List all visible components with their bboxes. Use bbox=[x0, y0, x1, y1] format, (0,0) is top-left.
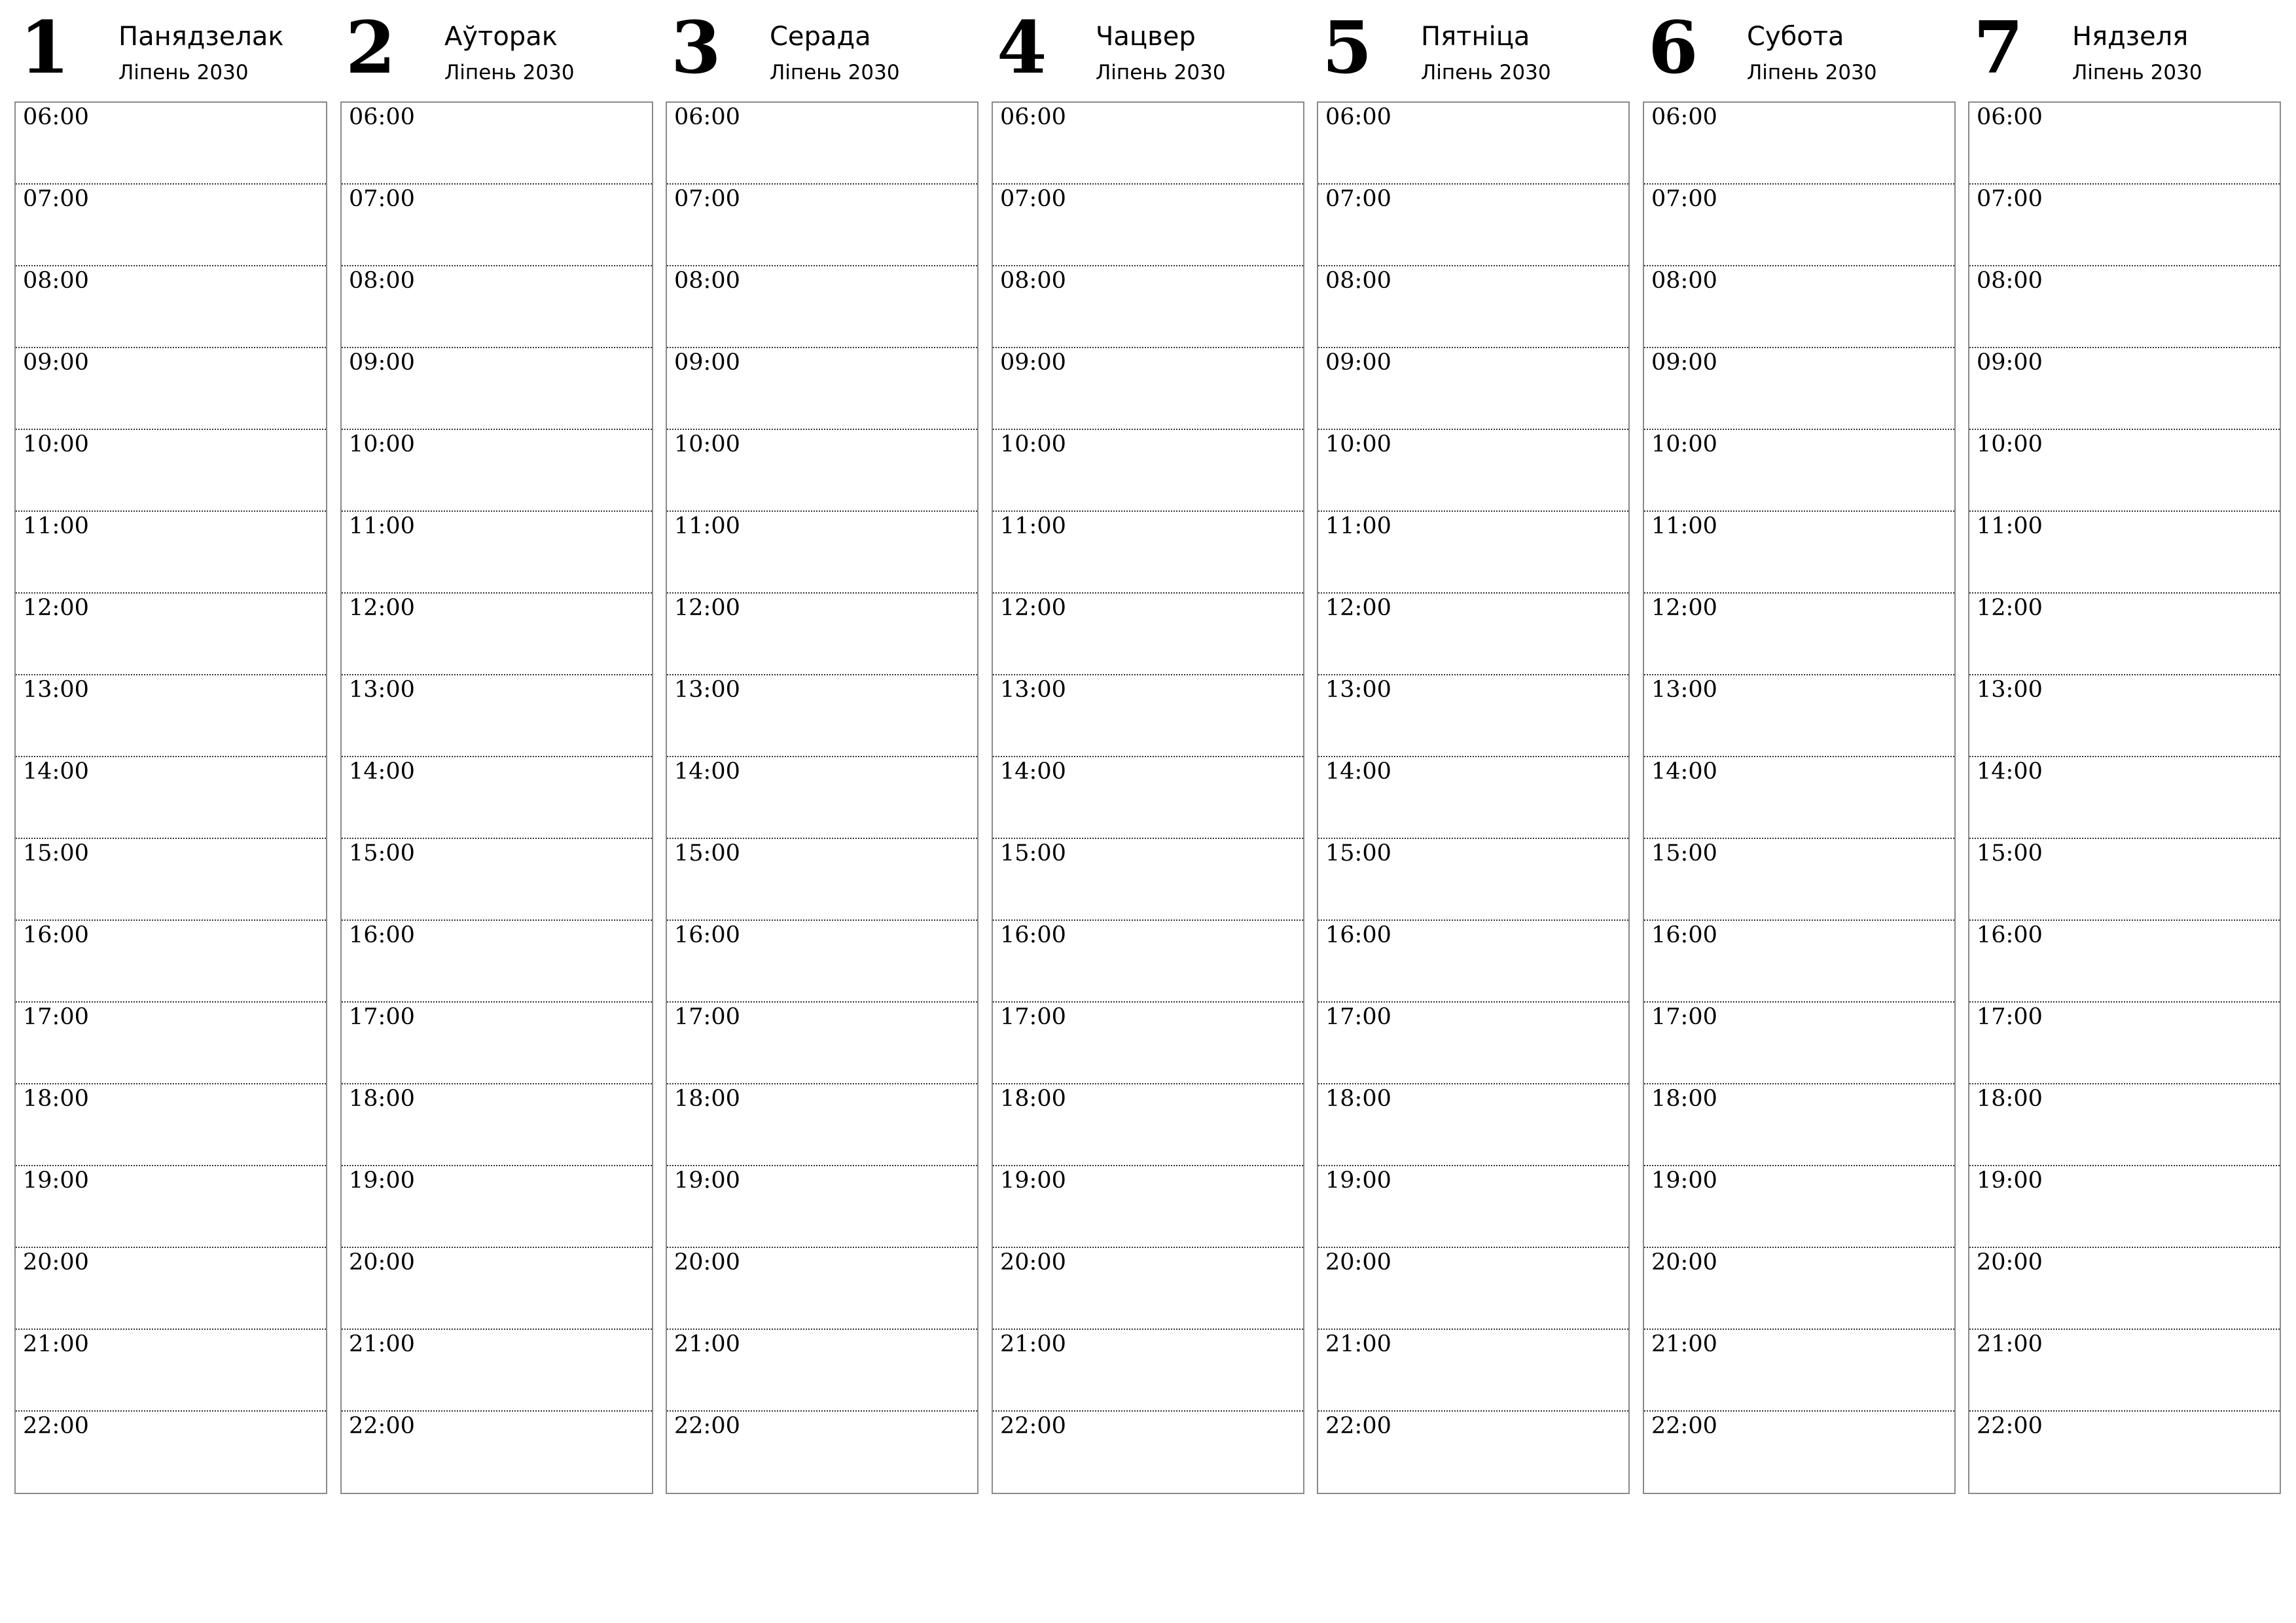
hour-label: 08:00 bbox=[1325, 268, 1391, 294]
hour-label: 07:00 bbox=[1977, 186, 2043, 212]
day-header bbox=[1643, 0, 1956, 99]
hour-label: 20:00 bbox=[1000, 1249, 1066, 1275]
hour-slot bbox=[16, 430, 326, 512]
hour-label: 19:00 bbox=[674, 1168, 740, 1194]
hour-slot bbox=[16, 185, 326, 266]
hour-label: 22:00 bbox=[349, 1413, 415, 1439]
hour-label: 20:00 bbox=[23, 1249, 89, 1275]
hour-slot bbox=[1318, 1166, 1628, 1248]
hour-label: 08:00 bbox=[1651, 268, 1717, 294]
hour-label: 07:00 bbox=[349, 186, 415, 212]
hour-label: 10:00 bbox=[1000, 431, 1066, 457]
day-schedule-box bbox=[992, 101, 1304, 1494]
hour-slot bbox=[667, 430, 977, 512]
hour-slot bbox=[342, 185, 652, 266]
hour-label: 13:00 bbox=[674, 677, 740, 703]
hour-slot bbox=[342, 757, 652, 839]
hour-label: 06:00 bbox=[674, 104, 740, 130]
hour-label: 10:00 bbox=[1651, 431, 1717, 457]
hour-label: 14:00 bbox=[23, 758, 89, 785]
hour-label: 08:00 bbox=[1977, 268, 2043, 294]
hour-label: 12:00 bbox=[23, 595, 89, 621]
day-number: 7 bbox=[1973, 5, 2024, 90]
hour-slot bbox=[993, 1412, 1303, 1493]
day-schedule-box bbox=[1643, 101, 1956, 1494]
hour-slot bbox=[1318, 594, 1628, 675]
hour-slot bbox=[1318, 921, 1628, 1003]
hour-slot bbox=[1969, 921, 2280, 1003]
hour-label: 18:00 bbox=[1977, 1086, 2043, 1112]
hour-label: 10:00 bbox=[23, 431, 89, 457]
hour-label: 13:00 bbox=[23, 677, 89, 703]
hour-slot bbox=[1644, 512, 1954, 594]
hour-slot bbox=[16, 266, 326, 348]
hour-label: 13:00 bbox=[1000, 677, 1066, 703]
hour-slot bbox=[667, 512, 977, 594]
hour-slot bbox=[993, 675, 1303, 757]
hour-slot bbox=[667, 1003, 977, 1084]
hour-label: 16:00 bbox=[1000, 922, 1066, 948]
hour-label: 16:00 bbox=[23, 922, 89, 948]
day-name: Аўторак bbox=[444, 22, 558, 52]
day-name: Субота bbox=[1747, 22, 1844, 52]
hour-slot bbox=[1318, 430, 1628, 512]
hour-label: 13:00 bbox=[1651, 677, 1717, 703]
day-schedule-box bbox=[666, 101, 978, 1494]
hour-slot bbox=[1318, 348, 1628, 430]
hour-label: 19:00 bbox=[23, 1168, 89, 1194]
hour-slot bbox=[1644, 1412, 1954, 1493]
day-header bbox=[14, 0, 327, 99]
hour-slot bbox=[16, 103, 326, 185]
hour-label: 16:00 bbox=[1651, 922, 1717, 948]
hour-slot bbox=[342, 103, 652, 185]
hour-label: 13:00 bbox=[1325, 677, 1391, 703]
hour-slot bbox=[1644, 839, 1954, 921]
hour-slot bbox=[667, 757, 977, 839]
hour-label: 07:00 bbox=[23, 186, 89, 212]
hour-slot bbox=[993, 430, 1303, 512]
hour-label: 21:00 bbox=[674, 1331, 740, 1357]
hour-slot bbox=[667, 675, 977, 757]
hour-slot bbox=[1644, 1003, 1954, 1084]
day-number: 3 bbox=[671, 5, 721, 90]
hour-slot bbox=[1969, 1166, 2280, 1248]
day-month: Ліпень 2030 bbox=[118, 61, 249, 84]
hour-slot bbox=[993, 185, 1303, 266]
hour-slot bbox=[667, 1330, 977, 1412]
hour-slot bbox=[1318, 839, 1628, 921]
hour-label: 15:00 bbox=[1000, 840, 1066, 866]
hour-slot bbox=[1318, 1248, 1628, 1330]
day-header bbox=[1317, 0, 1630, 99]
hour-slot bbox=[1318, 757, 1628, 839]
hour-slot bbox=[342, 1003, 652, 1084]
hour-label: 06:00 bbox=[1977, 104, 2043, 130]
hour-slot bbox=[993, 839, 1303, 921]
hour-slot bbox=[1644, 1084, 1954, 1166]
hour-label: 15:00 bbox=[1977, 840, 2043, 866]
day-name: Серада bbox=[770, 22, 871, 52]
day-month: Ліпень 2030 bbox=[2072, 61, 2202, 84]
hour-label: 11:00 bbox=[349, 513, 415, 539]
hour-label: 07:00 bbox=[1651, 186, 1717, 212]
hour-label: 07:00 bbox=[1000, 186, 1066, 212]
hour-label: 11:00 bbox=[674, 513, 740, 539]
hour-slot bbox=[342, 1248, 652, 1330]
hour-slot bbox=[1969, 594, 2280, 675]
hour-label: 07:00 bbox=[674, 186, 740, 212]
hour-label: 14:00 bbox=[1325, 758, 1391, 785]
hour-slot bbox=[16, 594, 326, 675]
hour-slot bbox=[16, 1003, 326, 1084]
hour-slot bbox=[993, 1248, 1303, 1330]
hour-slot bbox=[342, 1166, 652, 1248]
hour-slot bbox=[342, 675, 652, 757]
hour-slot bbox=[1644, 675, 1954, 757]
hour-label: 18:00 bbox=[674, 1086, 740, 1112]
hour-slot bbox=[1969, 1330, 2280, 1412]
hour-slot bbox=[1969, 430, 2280, 512]
hour-label: 16:00 bbox=[1977, 922, 2043, 948]
hour-label: 12:00 bbox=[349, 595, 415, 621]
hour-label: 11:00 bbox=[1325, 513, 1391, 539]
hour-label: 14:00 bbox=[1977, 758, 2043, 785]
hour-label: 17:00 bbox=[23, 1004, 89, 1030]
hour-label: 11:00 bbox=[23, 513, 89, 539]
hour-label: 22:00 bbox=[1651, 1413, 1717, 1439]
day-number: 1 bbox=[20, 5, 70, 90]
hour-label: 09:00 bbox=[349, 349, 415, 376]
day-name: Панядзелак bbox=[118, 22, 284, 52]
hour-slot bbox=[993, 1166, 1303, 1248]
hour-slot bbox=[1969, 1248, 2280, 1330]
hour-label: 20:00 bbox=[1651, 1249, 1717, 1275]
hour-label: 09:00 bbox=[674, 349, 740, 376]
hour-slot bbox=[667, 103, 977, 185]
day-name: Нядзеля bbox=[2072, 22, 2189, 52]
hour-slot bbox=[1318, 185, 1628, 266]
hour-label: 21:00 bbox=[1325, 1331, 1391, 1357]
hour-slot bbox=[1318, 1084, 1628, 1166]
hour-label: 15:00 bbox=[1651, 840, 1717, 866]
day-month: Ліпень 2030 bbox=[444, 61, 575, 84]
day-month: Ліпень 2030 bbox=[1096, 61, 1226, 84]
hour-label: 19:00 bbox=[1000, 1168, 1066, 1194]
hour-slot bbox=[1644, 348, 1954, 430]
hour-slot bbox=[667, 1084, 977, 1166]
hour-slot bbox=[667, 185, 977, 266]
hour-slot bbox=[342, 839, 652, 921]
day-number: 6 bbox=[1648, 5, 1698, 90]
hour-label: 14:00 bbox=[349, 758, 415, 785]
day-header bbox=[666, 0, 978, 99]
day-month: Ліпень 2030 bbox=[1747, 61, 1877, 84]
hour-label: 10:00 bbox=[1977, 431, 2043, 457]
hour-label: 09:00 bbox=[1651, 349, 1717, 376]
hour-slot bbox=[1969, 1084, 2280, 1166]
day-number: 4 bbox=[997, 5, 1047, 90]
hour-slot bbox=[16, 1166, 326, 1248]
hour-label: 10:00 bbox=[1325, 431, 1391, 457]
hour-label: 20:00 bbox=[1977, 1249, 2043, 1275]
hour-label: 12:00 bbox=[1000, 595, 1066, 621]
day-name: Пятніца bbox=[1421, 22, 1530, 52]
hour-slot bbox=[1644, 1330, 1954, 1412]
hour-slot bbox=[667, 921, 977, 1003]
hour-slot bbox=[1644, 266, 1954, 348]
hour-label: 15:00 bbox=[349, 840, 415, 866]
hour-label: 15:00 bbox=[674, 840, 740, 866]
day-schedule-box bbox=[1317, 101, 1630, 1494]
hour-slot bbox=[993, 921, 1303, 1003]
hour-label: 10:00 bbox=[674, 431, 740, 457]
hour-slot bbox=[16, 1084, 326, 1166]
hour-slot bbox=[16, 512, 326, 594]
hour-slot bbox=[1969, 1412, 2280, 1493]
hour-slot bbox=[1969, 103, 2280, 185]
day-schedule-box bbox=[1968, 101, 2281, 1494]
hour-slot bbox=[342, 430, 652, 512]
hour-slot bbox=[667, 839, 977, 921]
hour-label: 16:00 bbox=[349, 922, 415, 948]
hour-label: 22:00 bbox=[1325, 1413, 1391, 1439]
day-month: Ліпень 2030 bbox=[770, 61, 900, 84]
hour-label: 09:00 bbox=[1977, 349, 2043, 376]
hour-label: 07:00 bbox=[1325, 186, 1391, 212]
hour-slot bbox=[1318, 512, 1628, 594]
day-number: 2 bbox=[346, 5, 396, 90]
day-header bbox=[1968, 0, 2281, 99]
hour-slot bbox=[342, 921, 652, 1003]
hour-slot bbox=[1969, 512, 2280, 594]
hour-slot bbox=[342, 1330, 652, 1412]
hour-slot bbox=[1969, 675, 2280, 757]
hour-slot bbox=[993, 348, 1303, 430]
hour-label: 09:00 bbox=[1325, 349, 1391, 376]
hour-label: 19:00 bbox=[1977, 1168, 2043, 1194]
hour-slot bbox=[342, 512, 652, 594]
hour-label: 11:00 bbox=[1651, 513, 1717, 539]
hour-label: 22:00 bbox=[1977, 1413, 2043, 1439]
hour-slot bbox=[342, 266, 652, 348]
hour-slot bbox=[16, 757, 326, 839]
hour-slot bbox=[16, 348, 326, 430]
hour-label: 16:00 bbox=[1325, 922, 1391, 948]
hour-slot bbox=[667, 1412, 977, 1493]
hour-slot bbox=[1318, 266, 1628, 348]
hour-label: 22:00 bbox=[23, 1413, 89, 1439]
hour-slot bbox=[667, 266, 977, 348]
hour-label: 12:00 bbox=[674, 595, 740, 621]
hour-slot bbox=[16, 675, 326, 757]
day-schedule-box bbox=[14, 101, 327, 1494]
hour-label: 11:00 bbox=[1977, 513, 2043, 539]
hour-slot bbox=[993, 512, 1303, 594]
day-month: Ліпень 2030 bbox=[1421, 61, 1551, 84]
hour-slot bbox=[993, 1330, 1303, 1412]
hour-slot bbox=[993, 1003, 1303, 1084]
hour-slot bbox=[16, 839, 326, 921]
hour-slot bbox=[1318, 1412, 1628, 1493]
hour-label: 17:00 bbox=[1977, 1004, 2043, 1030]
hour-label: 11:00 bbox=[1000, 513, 1066, 539]
hour-label: 13:00 bbox=[1977, 677, 2043, 703]
hour-label: 19:00 bbox=[1651, 1168, 1717, 1194]
hour-label: 06:00 bbox=[349, 104, 415, 130]
hour-slot bbox=[342, 348, 652, 430]
hour-label: 12:00 bbox=[1651, 595, 1717, 621]
hour-label: 08:00 bbox=[674, 268, 740, 294]
hour-slot bbox=[993, 266, 1303, 348]
day-schedule-box bbox=[340, 101, 653, 1494]
hour-slot bbox=[993, 1084, 1303, 1166]
hour-slot bbox=[1644, 1248, 1954, 1330]
hour-label: 22:00 bbox=[674, 1413, 740, 1439]
hour-slot bbox=[1969, 348, 2280, 430]
hour-label: 15:00 bbox=[1325, 840, 1391, 866]
hour-slot bbox=[1644, 430, 1954, 512]
hour-label: 17:00 bbox=[1325, 1004, 1391, 1030]
day-name: Чацвер bbox=[1096, 22, 1196, 52]
day-number: 5 bbox=[1322, 5, 1372, 90]
hour-label: 21:00 bbox=[349, 1331, 415, 1357]
hour-label: 18:00 bbox=[1651, 1086, 1717, 1112]
hour-label: 06:00 bbox=[1000, 104, 1066, 130]
hour-label: 21:00 bbox=[1977, 1331, 2043, 1357]
hour-slot bbox=[16, 1330, 326, 1412]
hour-label: 14:00 bbox=[1651, 758, 1717, 785]
hour-label: 19:00 bbox=[1325, 1168, 1391, 1194]
hour-slot bbox=[1644, 921, 1954, 1003]
hour-slot bbox=[342, 594, 652, 675]
hour-label: 14:00 bbox=[674, 758, 740, 785]
hour-label: 10:00 bbox=[349, 431, 415, 457]
hour-slot bbox=[1969, 757, 2280, 839]
hour-label: 06:00 bbox=[1325, 104, 1391, 130]
hour-slot bbox=[16, 1412, 326, 1493]
hour-label: 12:00 bbox=[1977, 595, 2043, 621]
hour-slot bbox=[1318, 675, 1628, 757]
hour-slot bbox=[667, 1166, 977, 1248]
hour-label: 20:00 bbox=[674, 1249, 740, 1275]
hour-slot bbox=[1969, 1003, 2280, 1084]
hour-slot bbox=[16, 1248, 326, 1330]
hour-slot bbox=[1969, 839, 2280, 921]
hour-slot bbox=[16, 921, 326, 1003]
hour-label: 18:00 bbox=[1000, 1086, 1066, 1112]
hour-slot bbox=[1318, 103, 1628, 185]
hour-label: 17:00 bbox=[1000, 1004, 1066, 1030]
hour-label: 21:00 bbox=[1000, 1331, 1066, 1357]
hour-label: 08:00 bbox=[1000, 268, 1066, 294]
hour-slot bbox=[993, 594, 1303, 675]
hour-label: 12:00 bbox=[1325, 595, 1391, 621]
hour-slot bbox=[1644, 103, 1954, 185]
hour-label: 17:00 bbox=[349, 1004, 415, 1030]
hour-slot bbox=[342, 1084, 652, 1166]
hour-label: 06:00 bbox=[1651, 104, 1717, 130]
hour-label: 18:00 bbox=[1325, 1086, 1391, 1112]
day-header bbox=[992, 0, 1304, 99]
hour-label: 09:00 bbox=[23, 349, 89, 376]
hour-label: 13:00 bbox=[349, 677, 415, 703]
hour-slot bbox=[993, 103, 1303, 185]
hour-label: 19:00 bbox=[349, 1168, 415, 1194]
hour-label: 09:00 bbox=[1000, 349, 1066, 376]
hour-label: 18:00 bbox=[349, 1086, 415, 1112]
day-header bbox=[340, 0, 653, 99]
hour-slot bbox=[1644, 594, 1954, 675]
hour-slot bbox=[667, 594, 977, 675]
hour-slot bbox=[667, 1248, 977, 1330]
hour-label: 08:00 bbox=[349, 268, 415, 294]
hour-label: 15:00 bbox=[23, 840, 89, 866]
hour-slot bbox=[1644, 1166, 1954, 1248]
hour-slot bbox=[1644, 757, 1954, 839]
hour-label: 08:00 bbox=[23, 268, 89, 294]
hour-slot bbox=[1318, 1003, 1628, 1084]
hour-slot bbox=[667, 348, 977, 430]
hour-label: 16:00 bbox=[674, 922, 740, 948]
hour-slot bbox=[1969, 185, 2280, 266]
hour-slot bbox=[342, 1412, 652, 1493]
hour-label: 18:00 bbox=[23, 1086, 89, 1112]
hour-label: 20:00 bbox=[1325, 1249, 1391, 1275]
hour-label: 06:00 bbox=[23, 104, 89, 130]
hour-slot bbox=[1969, 266, 2280, 348]
hour-label: 17:00 bbox=[674, 1004, 740, 1030]
hour-label: 17:00 bbox=[1651, 1004, 1717, 1030]
hour-slot bbox=[1318, 1330, 1628, 1412]
hour-label: 14:00 bbox=[1000, 758, 1066, 785]
hour-label: 21:00 bbox=[23, 1331, 89, 1357]
hour-label: 20:00 bbox=[349, 1249, 415, 1275]
hour-label: 21:00 bbox=[1651, 1331, 1717, 1357]
hour-label: 22:00 bbox=[1000, 1413, 1066, 1439]
hour-slot bbox=[1644, 185, 1954, 266]
hour-slot bbox=[993, 757, 1303, 839]
